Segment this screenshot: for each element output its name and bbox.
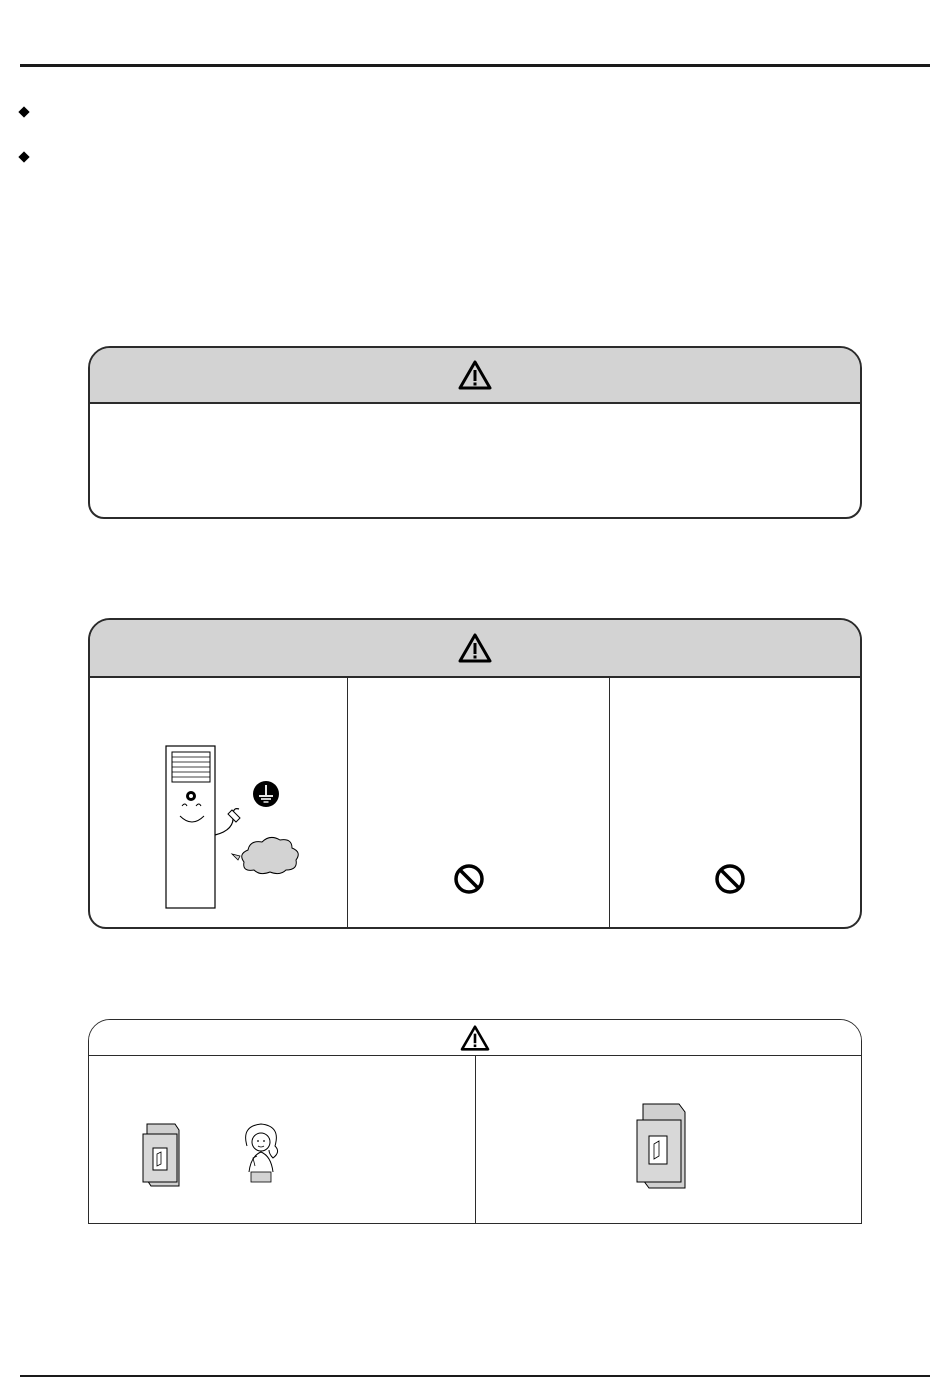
column-divider <box>475 1056 476 1223</box>
column-divider <box>609 678 610 927</box>
bottom-rule <box>20 1375 930 1377</box>
diamond-bullet-icon <box>18 106 29 117</box>
warning-panel-1-header <box>90 348 860 404</box>
warning-panel-2 <box>88 618 862 929</box>
prohibition-icon <box>453 863 485 895</box>
prohibition-icon <box>714 863 746 895</box>
warning-panel-2-header <box>90 620 860 678</box>
circuit-breaker-icon <box>139 1120 187 1190</box>
warning-triangle-icon <box>458 360 492 390</box>
warning-panel-1 <box>88 346 862 519</box>
warning-triangle-icon <box>460 1025 490 1051</box>
ground-earth-icon <box>253 781 279 807</box>
air-conditioner-illustration <box>160 740 310 912</box>
warning-panel-3 <box>88 1019 862 1224</box>
air-conditioner-unit-icon <box>166 746 240 908</box>
top-rule <box>20 64 930 67</box>
warning-triangle-icon <box>458 633 492 663</box>
column-divider <box>347 678 348 927</box>
warning-panel-3-header <box>89 1020 861 1056</box>
woman-figure-icon <box>237 1122 285 1184</box>
speech-cloud-icon <box>232 837 298 873</box>
circuit-breaker-icon <box>631 1100 693 1192</box>
diamond-bullet-icon <box>18 151 29 162</box>
